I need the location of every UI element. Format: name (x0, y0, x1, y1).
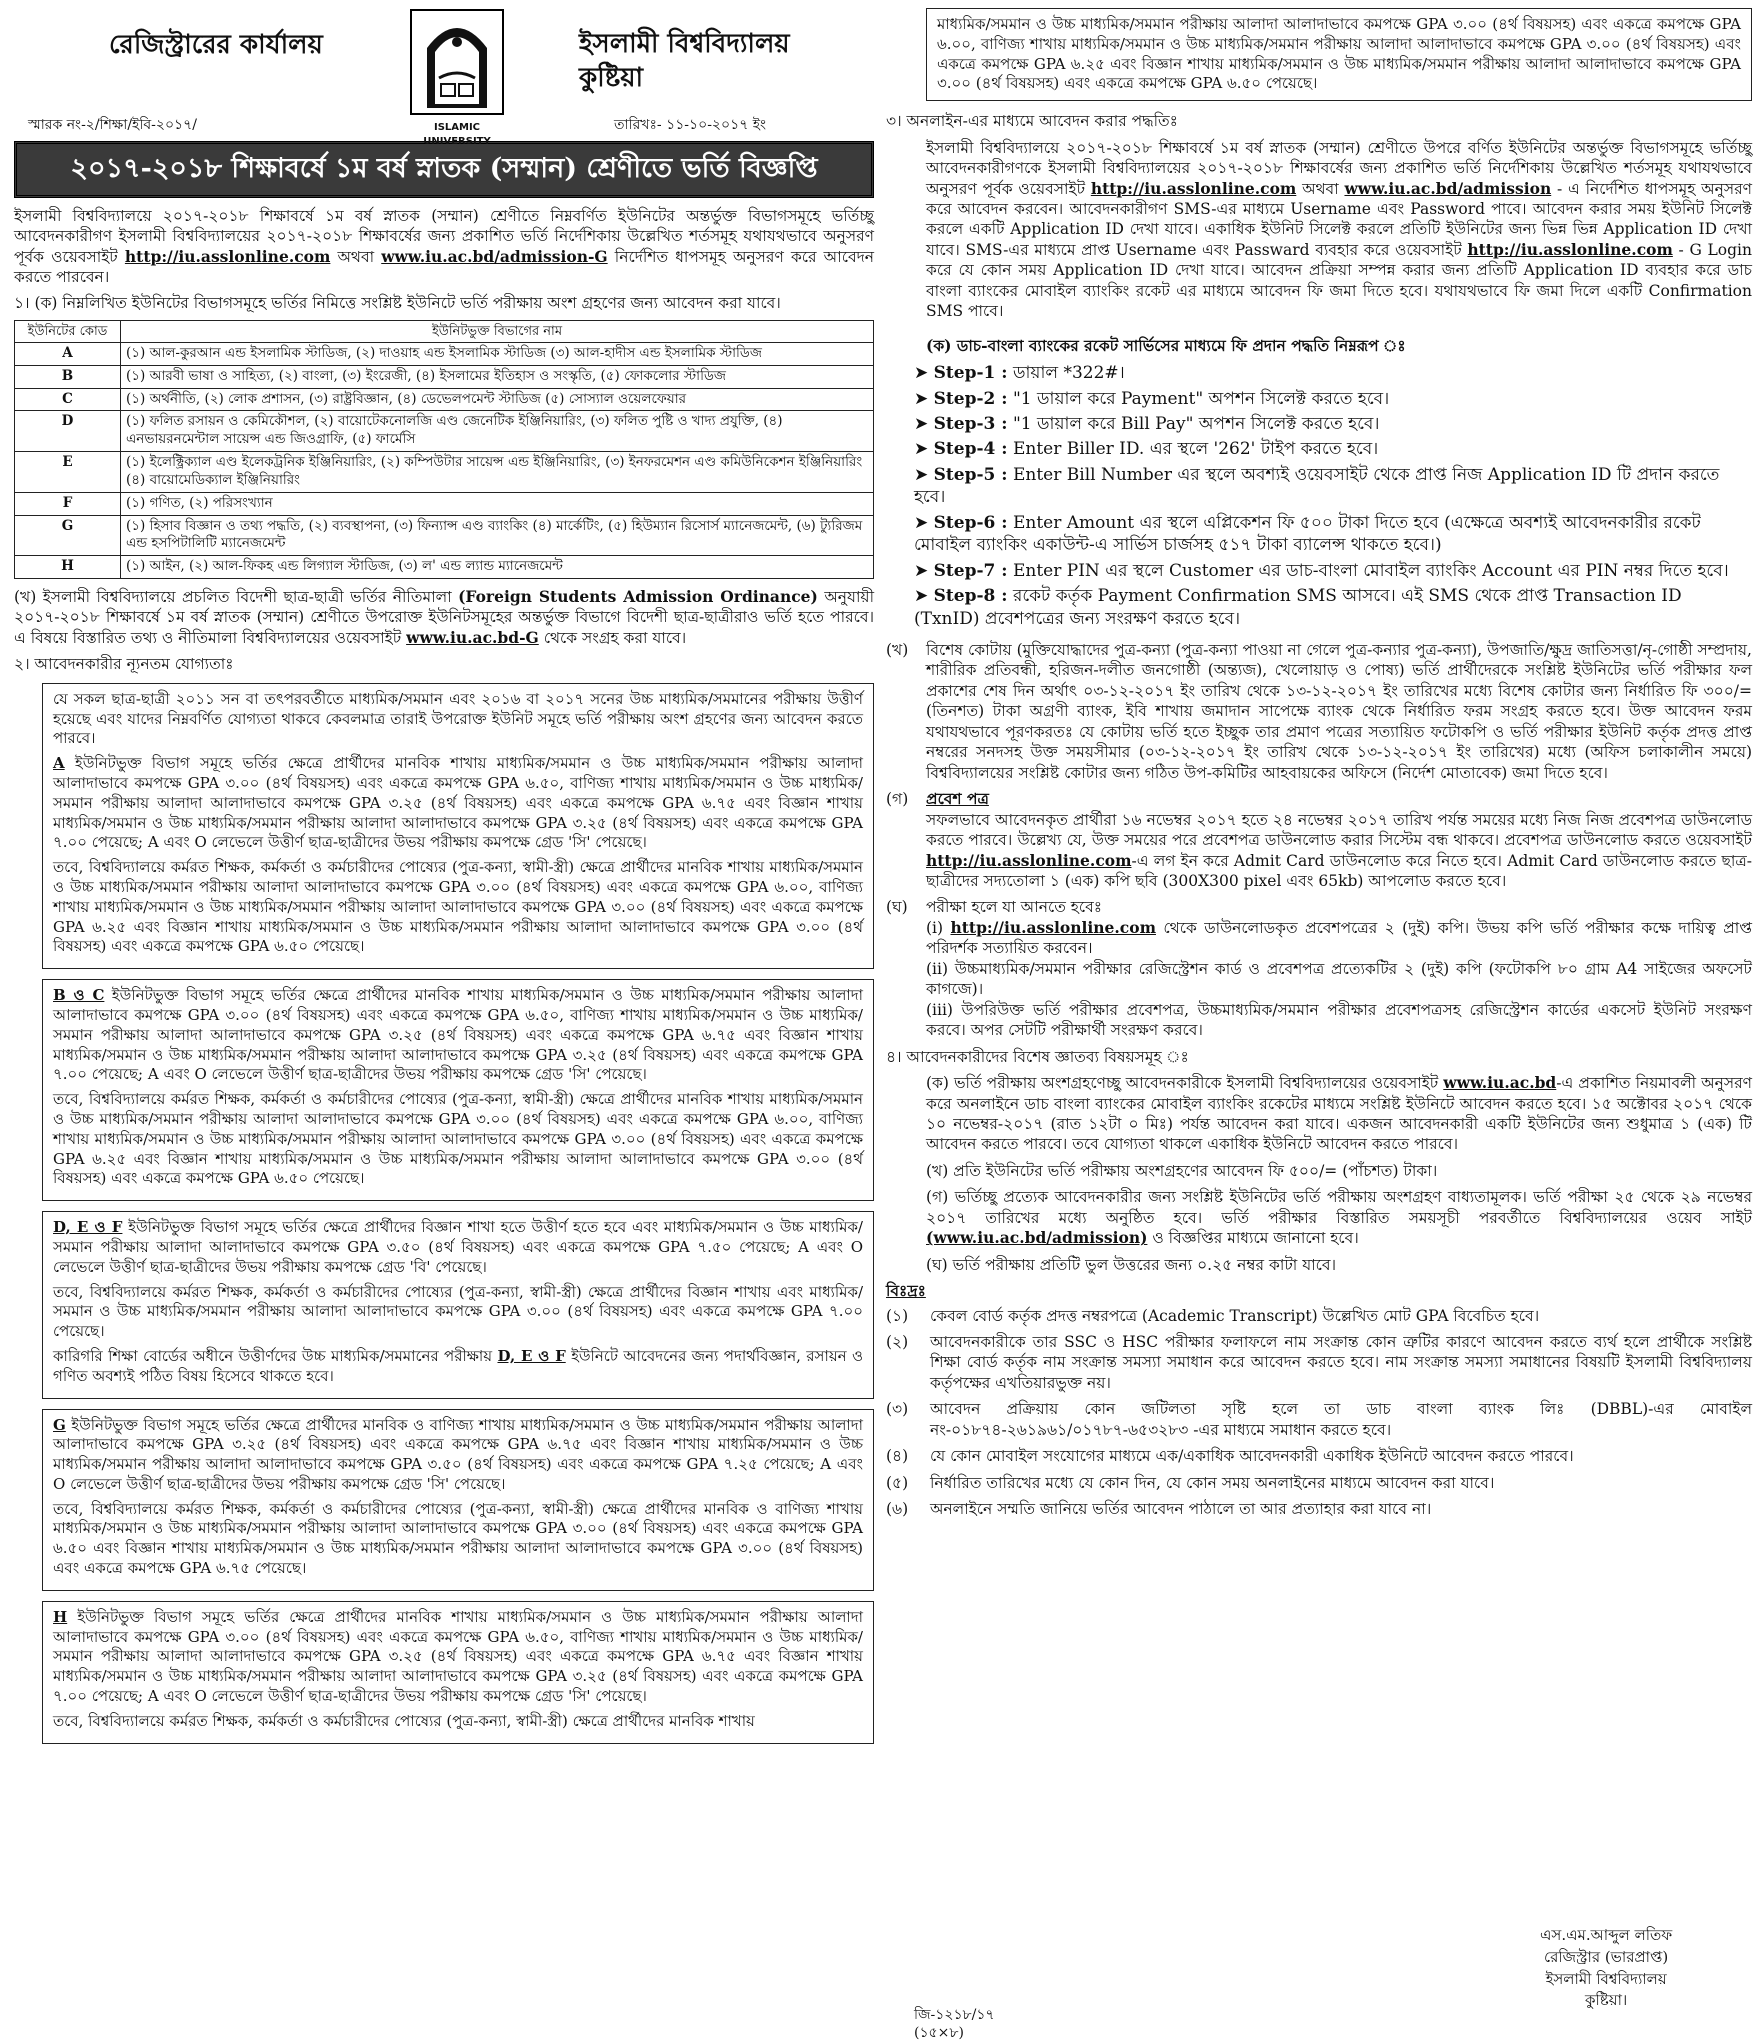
table-row (15, 452, 874, 493)
table-row (15, 492, 874, 515)
admit-card (886, 789, 1752, 891)
unit-label: D, E ও F (53, 1218, 123, 1237)
section-4-ka (926, 1073, 1752, 1155)
eligibility-h-main (53, 1608, 863, 1707)
university-name-line2: কুষ্টিয়া (579, 62, 644, 93)
eligibility-box-h (42, 1601, 874, 1744)
intro-link-asslonline[interactable]: http://iu.asslonline.com (124, 246, 331, 266)
notes (886, 1281, 1752, 1520)
eligibility-box-def (42, 1211, 874, 1398)
unit-label: A (53, 754, 65, 773)
note-text: যে কোন মোবাইল সংযোগের মাধ্যমে এক/একাধিক আবেদনকারী একাধিক ইউনিটে আবেদন করতে পারবে। (930, 1447, 1574, 1466)
step-label: Step-1 : (933, 363, 1008, 384)
university-name (579, 28, 790, 96)
eligibility-box-a (42, 683, 874, 969)
step-text: Enter Amount এর স্থলে এপ্লিকেশন ফি ৫০০ টাকা দিতে হবে (এক্ষেত্রে অবশ্যই আবেদনকারীর রকেট মোবাইল ব্যাংকিং একাউন্ট-এ সার্ভিস চার্জসহ ৫১৭ টাকা ব্যালেন্স থাকতে হবে।) (914, 512, 1701, 556)
section-4-gha: (ঘ) ভর্তি পরীক্ষায় প্রতিটি ভুল উত্তরের জন্য ০.২৫ নম্বর কাটা যাবে। (926, 1255, 1337, 1274)
list-item (886, 1399, 1752, 1440)
notice-date: তারিখঃ- ১১-১০-২০১৭ ইং (614, 117, 767, 133)
table-row (15, 388, 874, 411)
intro-or: অথবা (330, 247, 382, 266)
step-text: "1 ডায়াল করে Payment" অপশন সিলেক্ট করতে হবে। (1012, 388, 1390, 409)
section-4-body (926, 1073, 1752, 1275)
right-column (886, 0, 1752, 1526)
eligibility-bc-main (53, 986, 863, 1085)
intro-tail: নির্দেশিত ধাপসমূহ অনুসরণ করে আবেদন করতে পারবেন। (14, 247, 874, 286)
units-header-code: ইউনিটের কোড (15, 320, 121, 342)
unit-label: G (53, 1415, 66, 1434)
section-4-heading: ৪। আবেদনকারীদের বিশেষ জ্ঞাতব্য বিষয়সমূহ ঃ (886, 1047, 1189, 1066)
list-item (886, 1473, 1752, 1493)
step-text: রকেট কর্তৃক Payment Confirmation SMS আসবে। এই SMS থেকে প্রাপ্ত Transaction ID (TxnID) প্রবেশপত্রের জন্য সংরক্ষণ করতে হবে। (914, 586, 1682, 629)
section-3-link-asslonline[interactable]: http://iu.asslonline.com (1090, 178, 1297, 198)
unit-code: A (15, 343, 121, 366)
section-4-ga (926, 1187, 1752, 1248)
list-item (886, 1332, 1752, 1393)
item-label: (i) (926, 918, 944, 937)
university-name-line1: ইসলামী বিশ্ববিদ্যালয় (579, 29, 790, 59)
eligibility-text: ইউনিটভুক্ত বিভাগ সমূহে ভর্তির ক্ষেত্রে প্রার্থীদের মানবিক শাখায় মাধ্যমিক/সমমান ও উচ্চ মাধ্যমিক/সমমান পরীক্ষায় আলাদা আলাদাভাবে কমপক্ষে GPA ৩.০০ (৪র্থ বিষয়সহ) এবং একত্রে কমপক্ষে GPA ৬.৫০, বাণিজ্য শাখায় মাধ্যমিক/সমমান ও উচ্চ মাধ্যমিক/সমমান পরীক্ষায় আলাদা আলাদাভাবে কমপক্ষে GPA ৩.২৫ (৪র্থ বিষয়সহ) এবং একত্রে কমপক্ষে GPA ৬.৭৫ এবং বিজ্ঞান শাখায় মাধ্যমিক/সমমান ও উচ্চ মাধ্যমিক/সমমান পরীক্ষায় আলাদা আলাদাভাবে কমপক্ষে GPA ৩.২৫ (৪র্থ বিষয়সহ) এবং একত্রে কমপক্ষে GPA ৭.০০ পেয়েছে; A এবং O লেভেলে উত্তীর্ণ ছাত্র-ছাত্রীদের উভয় পরীক্ষায় কমপক্ষে গ্রেড 'সি' পেয়েছে। (53, 986, 863, 1084)
notice-title: ২০১৭-২০১৮ শিক্ষাবর্ষে ১ম বর্ষ স্নাতক (সম্মান) শ্রেণীতে ভর্তি বিজ্ঞপ্তি (14, 141, 874, 198)
note-text: নির্ধারিত তারিখের মধ্যে যে কোন দিন, যে কোন সময় অনলাইনের মাধ্যমে আবেদন করা যাবে। (930, 1473, 1495, 1492)
unit-depts: (১) অর্থনীতি, (২) লোক প্রশাসন, (৩) রাষ্ট্রবিজ্ঞান, (৪) ডেভেলপমেন্ট স্টাডিজ (৫) সোস্যাল ওয়েলফেয়ার (121, 388, 874, 411)
signatory-place: কুষ্টিয়া। (1584, 1991, 1628, 2010)
note-key: (২) (886, 1333, 909, 1352)
technical-pre: কারিগরি শিক্ষা বোর্ডের অধীনে উত্তীর্ণদের উচ্চ মাধ্যমিক/সমমানের পরীক্ষায় (53, 1346, 498, 1365)
eligibility-general: যে সকল ছাত্র-ছাত্রী ২০১১ সন বা তৎপরবর্তীতে মাধ্যমিক/সমমান এবং ২০১৬ বা ২০১৭ সনের উচ্চ মাধ্যমিক/সমমানের পরীক্ষায় উত্তীর্ণ হয়েছে এবং যাদের নিম্নবর্ণিত যোগ্যতা থাকবে কেবলমাত্র তারাই উপরোক্ত ইউনিট সমূহে ভর্তি পরীক্ষায় অংশ গ্রহণের জন্য আবেদন করতে পারবে। (53, 689, 863, 748)
section-3-text1: ইসলামী বিশ্ববিদ্যালয়ে ২০১৭-২০১৮ শিক্ষাবর্ষে ১ম বর্ষ স্নাতক (সম্মান) শ্রেণীতে উপরে বর্ণিত ইউনিটের অন্তর্ভুক্ত বিভাগসমূহে ভর্তিচ্ছু আবেদনকারীগণকে ইসলামী বিশ্ববিদ্যালয়ের ২০১৭-২০১৮ শিক্ষাবর্ষের জন্য প্রকাশিত ভর্তি নির্দেশিকায় উল্লেখিত শর্তসমূহ যথাযথভাবে অনুসরণ পূর্বক ওয়েবসাইট (926, 138, 1752, 198)
eligibility-h-ward: তবে, বিশ্ববিদ্যালয়ে কর্মরত শিক্ষক, কর্মকর্তা ও কর্মচারীদের পোষ্যের (পুত্র-কন্যা, স্বামী-স্ত্রী) ক্ষেত্রে প্রার্থীদের মানবিক শাখায় (53, 1711, 755, 1730)
payment-step (914, 438, 1752, 460)
admit-card-text1: সফলভাবে আবেদনকৃত প্রার্থীরা ১৬ নভেম্বর ২০১৭ হতে ২৪ নভেম্বর ২০১৭ তারিখ পর্যন্ত সময়ের মধ্যে নিজ নিজ প্রবেশপত্র ডাউনলোড করতে পারবে। উল্লেখ্য যে, উক্ত সময়ের পরে প্রবেশপত্র ডাউনলোড করার সিস্টেম বন্ধ থাকবে। প্রবেশপত্র ডাউনলোড করতে ওয়েবসাইট (926, 810, 1752, 850)
university-seal-icon (409, 8, 505, 116)
registrar-office-label: রেজিস্ট্রারের কার্যালয় (109, 30, 323, 60)
special-quota (886, 640, 1752, 783)
note-key: (৩) (886, 1400, 909, 1419)
note-key: (৬) (886, 1500, 909, 1519)
unit-depts: (১) আইন, (২) আল-ফিকহ এন্ড লিগ্যাল স্টাডিজ, (৩) ল' এন্ড ল্যান্ড ম্যানেজমেন্ট (121, 556, 874, 579)
arrow-right-icon: ➤ (914, 363, 934, 384)
section-3-paragraph (926, 138, 1752, 322)
unit-depts: (১) আল-কুরআন এন্ড ইসলামিক স্টাডিজ, (২) দাওয়াহ এন্ড ইসলামিক স্টাডিজ (৩) আল-হাদীস এন্ড ইসলামিক স্টাডিজ (121, 343, 874, 366)
exam-hall-heading: পরীক্ষা হলে যা আনতে হবেঃ (926, 898, 1103, 917)
unit-label: B ও C (53, 986, 105, 1005)
section-3-or: অথবা (1296, 179, 1345, 198)
step-text: Enter Bill Number এর স্থলে অবশ্যই ওয়েবসাইট থেকে প্রাপ্ত নিজ Application ID টি প্রদান করতে হবে। (914, 464, 1720, 508)
item-key: (গ) (886, 790, 909, 809)
arrow-right-icon: ➤ (914, 388, 934, 409)
unit-code: D (15, 411, 121, 452)
eligibility-bc-ward: তবে, বিশ্ববিদ্যালয়ে কর্মরত শিক্ষক, কর্মকর্তা ও কর্মচারীদের পোষ্যের (পুত্র-কন্যা, স্বামী-স্ত্রী) ক্ষেত্রে প্রার্থীদের মানবিক শাখায় মাধ্যমিক/সমমান ও উচ্চ মাধ্যমিক/সমমান পরীক্ষায় আলাদা আলাদাভাবে কমপক্ষে GPA ৩.০০ (৪র্থ বিষয়সহ) এবং একত্রে কমপক্ষে GPA ৬.০০, বাণিজ্য শাখায় মাধ্যমিক/সমমান ও উচ্চ মাধ্যমিক/সমমান পরীক্ষায় আলাদা আলাদাভাবে কমপক্ষে GPA ৩.০০ (৪র্থ বিষয়সহ) এবং একত্রে কমপক্ষে GPA ৬.২৫ এবং বিজ্ঞান শাখায় মাধ্যমিক/সমমান ও উচ্চ মাধ্যমিক/সমমান পরীক্ষায় আলাদা আলাদাভাবে কমপক্ষে GPA ৩.০০ (৪র্থ বিষয়সহ) এবং একত্রে কমপক্ষে GPA ৬.৫০ পেয়েছে। (53, 1090, 863, 1188)
section-1b-tail: থেকে সংগ্রহ করা যাবে। (538, 628, 687, 647)
arrow-right-icon: ➤ (914, 464, 934, 485)
signatory-name: এস.এম.আব্দুল লতিফ (1540, 1926, 1673, 1944)
signature-block (1540, 1925, 1672, 2012)
exam-hall-item-i (926, 918, 1752, 959)
unit-depts: (১) ফলিত রসায়ন ও কেমিকৌশল, (২) বায়োটেকনোলজি এণ্ড জেনেটিক ইঞ্জিনিয়ারিং, (৩) ফলিত পুষ্টি ও খাদ্য প্রযুক্তি, (৪) এনভায়রনমেন্টাল সায়েন্স এন্ড জিওগ্রাফি, (৫) ফার্মেসি (121, 411, 874, 452)
eligibility-text: ইউনিটভুক্ত বিভাগ সমূহে ভর্তির ক্ষেত্রে প্রার্থীদের মানবিক শাখায় মাধ্যমিক/সমমান ও উচ্চ মাধ্যমিক/সমমান পরীক্ষায় আলাদা আলাদাভাবে কমপক্ষে GPA ৩.০০ (৪র্থ বিষয়সহ) এবং একত্রে কমপক্ষে GPA ৬.৫০, বাণিজ্য শাখায় মাধ্যমিক/সমমান ও উচ্চ মাধ্যমিক/সমমান পরীক্ষায় আলাদা আলাদাভাবে কমপক্ষে GPA ৩.২৫ (৪র্থ বিষয়সহ) এবং একত্রে কমপক্ষে GPA ৬.৭৫ এবং বিজ্ঞান শাখায় মাধ্যমিক/সমমান ও উচ্চ মাধ্যমিক/সমমান পরীক্ষায় আলাদা আলাদাভাবে কমপক্ষে GPA ৩.২৫ (৪র্থ বিষয়সহ) এবং একত্রে কমপক্ষে GPA ৭.০০ পেয়েছে; A এবং O লেভেলে উত্তীর্ণ ছাত্র-ছাত্রীদের উভয় পরীক্ষায় কমপক্ষে গ্রেড 'সি' পেয়েছে। (53, 1607, 863, 1706)
eligibility-def-technical (53, 1347, 863, 1387)
eligibility-def-ward: তবে, বিশ্ববিদ্যালয়ে কর্মরত শিক্ষক, কর্মকর্তা ও কর্মচারীদের পোষ্যের (পুত্র-কন্যা, স্বামী-স্ত্রী) ক্ষেত্রে প্রার্থীদের বিজ্ঞান শাখায় এবং মাধ্যমিক/সমমান ও উচ্চ মাধ্যমিক/সমমান পরীক্ষায় আলাদা আলাদাভাবে কমপক্ষে GPA ৩.০০ (৪র্থ বিষয়সহ) এবং একত্রে কমপক্ষে GPA ৭.০০ পেয়েছে। (53, 1282, 863, 1341)
university-logo (402, 8, 512, 147)
eligibility-box-h-continued: মাধ্যমিক/সমমান ও উচ্চ মাধ্যমিক/সমমান পরীক্ষায় আলাদা আলাদাভাবে কমপক্ষে GPA ৩.০০ (৪র্থ বিষয়সহ) এবং একত্রে কমপক্ষে GPA ৬.০০, বাণিজ্য শাখায় মাধ্যমিক/সমমান ও উচ্চ মাধ্যমিক/সমমান পরীক্ষায় আলাদা আলাদাভাবে কমপক্ষে GPA ৩.০০ (৪র্থ বিষয়সহ) এবং একত্রে কমপক্ষে GPA ৬.২৫ এবং বিজ্ঞান শাখায় মাধ্যমিক/সমমান ও উচ্চ মাধ্যমিক/সমমান পরীক্ষায় আলাদা আলাদাভাবে কমপক্ষে GPA ৩.০০ (৪র্থ বিষয়সহ) এবং একত্রে কমপক্ষে GPA ৬.৫০ পেয়েছে। (926, 8, 1752, 101)
section-3-text2: - এ নির্দেশিত ধাপসমূহ অনুসরণ করে আবেদন করবেন। আবেদনকারীগণ SMS-এর মাধ্যমে Username এবং Password পাবে। আবেদন করার সময় ইউনিট সিলেক্ট করলে একটি Application ID দেখা যাবে। একাধিক ইউনিট সিলেক্ট করলে প্রতিটি ইউনিটের জন্য ভিন্ন ভিন্ন Application ID দেখা যাবে। SMS-এর মাধ্যমে প্রাপ্ত Username এবং Passward ব্যবহার করে ওয়েবসাইট (926, 179, 1752, 259)
note-text: অনলাইনে সম্মতি জানিয়ে ভর্তির আবেদন পাঠালে তা আর প্রত্যাহার করা যাবে না। (930, 1500, 1432, 1519)
intro-paragraph (14, 206, 874, 288)
eligibility-box-g (42, 1409, 874, 1591)
item-key: (খ) (886, 640, 909, 659)
step-text: "1 ডায়াল করে Bill Pay" অপশন সিলেক্ট করতে হবে। (1012, 414, 1380, 435)
section-3-link-login[interactable]: http://iu.asslonline.com (1467, 239, 1673, 259)
unit-code: E (15, 452, 121, 493)
step-label: Step-8 : (933, 586, 1008, 607)
units-table (14, 320, 874, 579)
section-1b (14, 587, 874, 648)
note-key: (৫) (886, 1473, 909, 1492)
arrow-right-icon: ➤ (914, 439, 934, 460)
unit-label: D, E ও F (497, 1346, 566, 1365)
footer-reference: জি-১২১৮/১৭ (১৫×৮) (914, 2007, 995, 2042)
arrow-right-icon: ➤ (914, 560, 934, 581)
section-2-heading: ২। আবেদনকারীর ন্যূনতম যোগ্যতাঃ (14, 655, 234, 674)
notes-heading: বিঃদ্রঃ (886, 1281, 926, 1301)
payment-step (914, 362, 1752, 384)
note-text: আবেদন প্রক্রিয়ায় কোন জটিলতা সৃষ্টি হলে তা ডাচ বাংলা ব্যাংক লিঃ (DBBL)-এর মোবাইল নং-০১৮৭৪-২৬১৯৬১/০১৭৮৭-৬৫৩২৮৩ -এর মাধ্যমে সমাধান করতে হবে। (930, 1400, 1752, 1439)
note-key: (৪) (886, 1447, 909, 1466)
payment-heading: (ক) ডাচ-বাংলা ব্যাংকের রকেট সার্ভিসের মাধ্যমে ফি প্রদান পদ্ধতি নিম্নরূপ ঃ (926, 335, 1406, 355)
signatory-title: রেজিস্ট্রার (ভারপ্রাপ্ত) (1544, 1947, 1669, 1966)
payment-step (914, 388, 1752, 410)
step-label: Step-2 : (933, 388, 1008, 409)
section-3-heading: ৩। অনলাইন-এর মাধ্যমে আবেদন করার পদ্ধতিঃ (886, 112, 1178, 131)
payment-steps (886, 362, 1752, 630)
intro-link-admission[interactable]: www.iu.ac.bd/admission-G (381, 246, 608, 266)
section-1a: ১। (ক) নিম্নলিখিত ইউনিটের বিভাগসমূহে ভর্তির নিমিত্তে সংশ্লিষ্ট ইউনিটে ভর্তি পরীক্ষায় অংশ গ্রহণের জন্য আবেদন করা যাবে। (14, 294, 781, 313)
exam-hall-item-iii: (iii) উপরিউক্ত ভর্তি পরীক্ষার প্রবেশপত্র, উচ্চমাধ্যমিক/সমমান পরীক্ষার প্রবেশপত্রসহ রেজিস্ট্রেশন কার্ডের একসেট ইউনিট সংরক্ষণ করবে। অপর সেটটি পরীক্ষার্থী সংরক্ষণ করবে। (926, 1000, 1752, 1040)
step-label: Step-4 : (933, 439, 1008, 460)
eligibility-a-ward: তবে, বিশ্ববিদ্যালয়ে কর্মরত শিক্ষক, কর্মকর্তা ও কর্মচারীদের পোষ্যের (পুত্র-কন্যা, স্বামী-স্ত্রী) ক্ষেত্রে প্রার্থীদের মানবিক শাখায় মাধ্যমিক/সমমান ও উচ্চ মাধ্যমিক/সমমান পরীক্ষায় আলাদা আলাদাভাবে কমপক্ষে GPA ৩.০০ (৪র্থ বিষয়সহ) এবং একত্রে কমপক্ষে GPA ৬.০০, বাণিজ্য শাখায় মাধ্যমিক/সমমান ও উচ্চ মাধ্যমিক/সমমান পরীক্ষায় আলাদা আলাদাভাবে কমপক্ষে GPA ৩.০০ (৪র্থ বিষয়সহ) এবং একত্রে কমপক্ষে GPA ৬.২৫ এবং বিজ্ঞান শাখায় মাধ্যমিক/সমমান ও উচ্চ মাধ্যমিক/সমমান পরীক্ষায় আলাদা আলাদাভাবে কমপক্ষে GPA ৩.০০ (৪র্থ বিষয়সহ) এবং একত্রে কমপক্ষে GPA ৬.৫০ পেয়েছে। (53, 858, 863, 956)
logo-caption: ISLAMIC UNIVERSITY (423, 122, 491, 147)
section-3-text3: - G Login করে যে কোন সময় Application ID দেখা যাবে। আবেদন প্রক্রিয়া সম্পন্ন করার জন্য প্রতিটি Application ID ব্যবহার করে ডাচ বাংলা ব্যাংকের মোবাইল ব্যাংকিং রকেট এর মাধ্যমে আবেদন ফি জমা দিতে হবে। যথাযথভাবে ফি জমা দিলে একটি Confirmation SMS পাবে। (926, 240, 1753, 321)
unit-depts: (১) হিসাব বিজ্ঞান ও তথ্য পদ্ধতি, (২) ব্যবস্থাপনা, (৩) ফিন্যান্স এণ্ড ব্যাংকিং (৪) মার্কেটিং, (৫) হিউম্যান রিসোর্স ম্যানেজমেন্ট, (৬) ট্যুরিজম এন্ড হসপিটালিটি ম্যানেজমেন্ট (121, 515, 874, 556)
exam-hall-item-i-text: থেকে ডাউনলোডকৃত প্রবেশপত্রের ২ (দুই) কপি। উভয় কপি ভর্তি পরীক্ষার কক্ষে দায়িত্ব প্রাপ্ত পরিদর্শক সত্যায়িত করবেন। (926, 918, 1752, 958)
eligibility-g-main (53, 1416, 863, 1495)
letterhead (14, 6, 874, 147)
step-text: Enter Biller ID. এর স্থলে '262' টাইপ করতে হবে। (1012, 439, 1379, 460)
section-1b-link[interactable]: www.iu.ac.bd-G (406, 627, 539, 647)
arrow-right-icon: ➤ (914, 512, 934, 533)
units-header-depts: ইউনিটভুক্ত বিভাগের নাম (121, 320, 874, 342)
exam-hall-body (926, 897, 1752, 1040)
payment-step (914, 585, 1752, 630)
table-row (15, 343, 874, 366)
table-row (15, 365, 874, 388)
section-1b-post: অনুযায়ী ২০১৭-২০১৮ শিক্ষাবর্ষে ১ম বর্ষ স্নাতক (সম্মান) শ্রেণীতে উপরোক্ত ইউনিটসমূহের অন্তর্ভুক্ত বিভাগে বিদেশী ছাত্র-ছাত্রীরাও ভর্তি হতে পারবে। এ বিষয়ে বিস্তারিত তথ্য ও নীতিমালা বিশ্ববিদ্যালয়ের ওয়েবসাইট (14, 587, 875, 647)
memo-number: স্মারক নং-২/শিক্ষা/ইবি-২০১৭/ (28, 117, 197, 133)
eligibility-box-bc (42, 979, 874, 1201)
table-row (15, 411, 874, 452)
step-label: Step-7 : (933, 560, 1008, 581)
unit-depts: (১) ইলেক্ট্রিক্যাল এণ্ড ইলেকট্রনিক ইঞ্জিনিয়ারিং, (২) কম্পিউটার সায়েন্স এন্ড ইঞ্জিনিয়ারিং, (৩) ইনফরমেশন এণ্ড কমিউনিকেশন ইঞ্জিনিয়ারিং (৪) বায়োমেডিক্যাল ইঞ্জিনিয়ারিং (121, 452, 874, 493)
admit-card-text2: -এ লগ ইন করে Admit Card ডাউনলোড করে নিতে হবে। Admit Card ডাউনলোড করতে ছাত্র-ছাত্রীদের সদ্যতোলা ১ (এক) কপি ছবি (300X300 pixel এবং 65kb) আপলোড করতে হবে। (926, 851, 1752, 890)
unit-code: C (15, 388, 121, 411)
eligibility-def-main (53, 1218, 863, 1277)
section-4-ka-post: -এ প্রকাশিত নিয়মাবলী অনুসরণ করে অনলাইনে ডাচ বাংলা ব্যাংকের মোবাইল ব্যাংকিং রকেটের মাধ্যমে সংশ্লিষ্ট ইউনিটে আবেদন করতে হবে। ১৫ অক্টোবর ২০১৭ থেকে ১০ নভেম্বর-২০১৭ (রাত ১২টা ০ মিঃ) পর্যন্ত আবেদন করা যাবে। একজন আবেদনকারী একটি ইউনিটের জন্য শুধুমাত্র ১ (এক) টি আবেদন করতে পারবে। তবে যোগ্যতা থাকলে একাধিক ইউনিটে আবেদন করতে পারবে। (926, 1074, 1752, 1154)
unit-depts: (১) আরবী ভাষা ও সাহিত্য, (২) বাংলা, (৩) ইংরেজী, (৪) ইসলামের ইতিহাস ও সংস্কৃতি, (৫) ফোকলোর স্টাডিজ (121, 365, 874, 388)
eligibility-text: ইউনিটভুক্ত বিভাগ সমূহে ভর্তির ক্ষেত্রে প্রার্থীদের বিজ্ঞান শাখা হতে উত্তীর্ণ হতে হবে এবং মাধ্যমিক/সমমান ও উচ্চ মাধ্যমিক/সমমান পরীক্ষায় আলাদা আলাদাভাবে কমপক্ষে GPA ৩.৫০ (৪র্থ বিষয়সহ) এবং একত্রে কমপক্ষে GPA ৭.৫০ পেয়েছে; A এবং O লেভেলে উত্তীর্ণ ছাত্র-ছাত্রীদের উভয় পরীক্ষায় কমপক্ষে গ্রেড 'বি' পেয়েছে। (53, 1218, 863, 1276)
note-text: কেবল বোর্ড কর্তৃক প্রদত্ত নম্বরপত্রে (Academic Transcript) উল্লেখিত মোট GPA বিবেচিত হবে। (930, 1306, 1540, 1325)
technical-post: ইউনিটে আবেদনের জন্য পদার্থবিজ্ঞান, রসায়ন ও গণিত অবশ্যই পঠিত বিষয় হিসেবে থাকতে হবে। (53, 1346, 863, 1385)
table-row (15, 556, 874, 579)
unit-code: F (15, 492, 121, 515)
item-key: (ঘ) (886, 898, 908, 917)
section-4-ga-pre: (গ) ভর্তিচ্ছু প্রত্যেক আবেদনকারীর জন্য সংশ্লিষ্ট ইউনিটের ভর্তি পরীক্ষায় অংশগ্রহণ বাধ্যতামূলক। ভর্তি পরীক্ষা ২৫ থেকে ২৯ নভেম্বর ২০১৭ তারিখের মধ্যে অনুষ্ঠিত হবে। ভর্তি পরীক্ষার বিস্তারিত সময়সূচী পরবর্তীতে বিশ্ববিদ্যালয়ের ওয়েব সাইট (926, 1188, 1752, 1227)
section-1b-pre: (খ) ইসলামী বিশ্ববিদ্যালয়ে প্রচলিত বিদেশী ছাত্র-ছাত্রী ভর্তির নীতিমালা (14, 587, 459, 606)
eligibility-g-ward: তবে, বিশ্ববিদ্যালয়ে কর্মরত শিক্ষক, কর্মকর্তা ও কর্মচারীদের পোষ্যের (পুত্র-কন্যা, স্বামী-স্ত্রী) ক্ষেত্রে প্রার্থীদের মানবিক ও বাণিজ্য শাখায় মাধ্যমিক/সমমান ও উচ্চ মাধ্যমিক/সমমান পরীক্ষায় আলাদা আলাদাভাবে কমপক্ষে GPA ৩.০০ (৪র্থ বিষয়সহ) এবং একত্রে কমপক্ষে GPA ৬.৫০ এবং বিজ্ঞান শাখায় মাধ্যমিক/সমমান ও উচ্চ মাধ্যমিক/সমমান পরীক্ষায় আলাদা আলাদাভাবে কমপক্ষে GPA ৩.০০ (৪র্থ বিষয়সহ) এবং একত্রে কমপক্ষে GPA ৬.৭৫ পেয়েছে। (53, 1499, 863, 1578)
section-4-ga-link[interactable]: (www.iu.ac.bd/admission) (926, 1228, 1148, 1248)
signatory-org: ইসলামী বিশ্ববিদ্যালয় (1545, 1969, 1667, 1988)
payment-step (914, 512, 1752, 557)
list-item (886, 1306, 1752, 1326)
arrow-right-icon: ➤ (914, 586, 934, 607)
list-item (886, 1446, 1752, 1466)
table-row (15, 515, 874, 556)
step-label: Step-5 : (933, 464, 1008, 485)
section-3-link-admission[interactable]: www.iu.ac.bd/admission (1344, 178, 1552, 198)
payment-step (914, 413, 1752, 435)
admit-card-heading: প্রবেশ পত্র (926, 789, 989, 809)
step-label: Step-6 : (933, 512, 1008, 533)
list-item (886, 1499, 1752, 1519)
unit-label: H (53, 1607, 68, 1626)
payment-step (914, 560, 1752, 582)
eligibility-text: ইউনিটভুক্ত বিভাগ সমূহে ভর্তির ক্ষেত্রে প্রার্থীদের মানবিক ও বাণিজ্য শাখায় মাধ্যমিক/সমমান ও উচ্চ মাধ্যমিক/সমমান পরীক্ষায় আলাদা আলাদাভাবে কমপক্ষে GPA ৩.২৫ (৪র্থ বিষয়সহ) এবং একত্রে কমপক্ষে GPA ৬.৭৫ এবং বিজ্ঞান শাখায় মাধ্যমিক/সমমান ও উচ্চ মাধ্যমিক/সমমান পরীক্ষায় আলাদা আলাদাভাবে কমপক্ষে GPA ৩.৫০ (৪র্থ বিষয়সহ) এবং একত্রে কমপক্ষে GPA ৭.২৫ পেয়েছে; A এবং O লেভেলে উত্তীর্ণ ছাত্র-ছাত্রীদের উভয় পরীক্ষায় কমপক্ষে গ্রেড 'সি' পেয়েছে। (53, 1415, 863, 1493)
exam-hall-item-ii: (ii) উচ্চমাধ্যমিক/সমমান পরীক্ষার রেজিস্ট্রেশন কার্ড ও প্রবেশপত্র প্রত্যেকটির ২ (দুই) কপি (ফটোকপি ৮০ গ্রাম A4 সাইজের অফসেট কাগজে)। (926, 959, 1752, 999)
payment-step (914, 464, 1752, 509)
section-4-ka-pre: (ক) ভর্তি পরীক্ষায় অংশগ্রহণেচ্ছু আবেদনকারীকে ইসলামী বিশ্ববিদ্যালয়ের ওয়েবসাইট (926, 1074, 1444, 1093)
note-text: আবেদনকারীকে তার SSC ও HSC পরীক্ষার ফলাফলে নাম সংক্রান্ত কোন ত্রুটির কারণে আবেদন করতে ব্যর্থ হলে প্রার্থীকে সংশ্লিষ্ট শিক্ষা বোর্ড কর্তৃক নাম সংক্রান্ত সমস্যা সমাধান করে আবেদন করতে হবে। নাম সংক্রান্ত সমস্যা সমাধানের বিষয়টি ইসলামী বিশ্ববিদ্যালয় কর্তৃপক্ষের এখতিয়ারভুক্ত নয়। (930, 1333, 1752, 1392)
unit-code: H (15, 556, 121, 579)
arrow-right-icon: ➤ (914, 414, 934, 435)
exam-hall-link[interactable]: http://iu.asslonline.com (950, 917, 1156, 937)
admit-card-body (926, 789, 1752, 891)
unit-code: G (15, 515, 121, 556)
eligibility-a-main (53, 754, 863, 853)
note-key: (১) (886, 1306, 909, 1325)
intro-text: ইসলামী বিশ্ববিদ্যালয়ে ২০১৭-২০১৮ শিক্ষাবর্ষে ১ম বর্ষ স্নাতক (সম্মান) শ্রেণীতে নিম্নবর্ণিত ইউনিটের অন্তর্ভুক্ত বিভাগসমূহে ভর্তিচ্ছু আবেদনকারীগণ ইসলামী বিশ্ববিদ্যালয়ের ২০১৭-২০১৮ শিক্ষাবর্ষের জন্য প্রকাশিত ভর্তি নির্দেশিকায় উল্লেখিত শর্তসমূহ যথাযথভাবে অনুসরণ পূর্বক ওয়েবসাইট (14, 206, 874, 266)
section-4-ka-link[interactable]: www.iu.ac.bd (1443, 1073, 1557, 1093)
unit-depts: (১) গণিত, (২) পরিসংখ্যান (121, 492, 874, 515)
section-4-ga-post: ও বিজ্ঞপ্তির মাধ্যমে জানানো হবে। (1147, 1229, 1359, 1248)
exam-hall-items (886, 897, 1752, 1040)
admit-card-link[interactable]: http://iu.asslonline.com (926, 850, 1132, 870)
step-text: ডায়াল *322#। (1012, 363, 1125, 384)
special-quota-text: বিশেষ কোটায় (মুক্তিযোদ্ধাদের পুত্র-কন্যা (পুত্র-কন্যা পাওয়া না গেলে পুত্র-কন্যার পুত্র-কন্যা), উপজাতি/ক্ষুদ্র জাতিসত্তা/নৃ-গোষ্ঠী সম্প্রদায়, শারীরিক প্রতিবন্ধী, হরিজন-দলীত জনগোষ্ঠী (অন্ত্যজ), খেলোয়াড় ও পোষ্য) ভর্তি প্রার্থীদেরকে সংশ্লিষ্ট ইউনিটের ভর্তি পরীক্ষার ফল প্রকাশের শেষ দিন অর্থাৎ ০৩-১২-২০১৭ ইং তারিখ থেকে ১৩-১২-২০১৭ ইং তারিখের মধ্যে বিশেষ কোটার জন্য নির্ধারিত ফি ৩০০/=(তিনশত) টাকা অগ্রণী ব্যাংক, ইবি শাখায় জমাদান সাপেক্ষে ব্যাংক থেকে নির্ধারিত ফরম সংগ্রহ করতে হবে। উক্ত আবেদন ফরম যথাযথভাবে পূরণকরতঃ যে কোটায় ভর্তি হতে ইচ্ছুক তার প্রমাণ পত্রের সত্যায়িত ফটোকপি ও ভর্তি পরীক্ষার ইউনিট কর্তৃক প্রদত্ত প্রাপ্ত নম্বরের সনদসহ উক্ত সময়সীমার (০৩-১২-২০১৭ ইং তারিখ থেকে ১৩-১২-২০১৭ ইং তারিখের) মধ্যে (অফিস চলাকালীন সময়ে) বিশ্ববিদ্যালয়ের সংশ্লিষ্ট কোটার জন্য গঠিত উপ-কমিটির আহবায়কের অফিসে (নির্দেশ মোতাবেক) জমা দিতে হবে। (926, 640, 1752, 782)
eligibility-text: ইউনিটভুক্ত বিভাগ সমূহে ভর্তির ক্ষেত্রে প্রার্থীদের মানবিক শাখায় মাধ্যমিক/সমমান ও উচ্চ মাধ্যমিক/সমমান পরীক্ষায় আলাদা আলাদাভাবে কমপক্ষে GPA ৩.০০ (৪র্থ বিষয়সহ) এবং একত্রে কমপক্ষে GPA ৬.৫০, বাণিজ্য শাখায় মাধ্যমিক/সমমান ও উচ্চ মাধ্যমিক/সমমান পরীক্ষায় আলাদা আলাদাভাবে কমপক্ষে GPA ৩.২৫ (৪র্থ বিষয়সহ) এবং একত্রে কমপক্ষে GPA ৬.৭৫ এবং বিজ্ঞান শাখায় মাধ্যমিক/সমমান ও উচ্চ মাধ্যমিক/সমমান পরীক্ষায় আলাদা আলাদাভাবে কমপক্ষে GPA ৩.২৫ (৪র্থ বিষয়সহ) এবং একত্রে কমপক্ষে GPA ৭.০০ পেয়েছে; A এবং O লেভেলে উত্তীর্ণ ছাত্র-ছাত্রীদের উভয় পরীক্ষায় কমপক্ষে গ্রেড 'সি' পেয়েছে। (53, 754, 863, 852)
step-text: Enter PIN এর স্থলে Customer এর ডাচ-বাংলা মোবাইল ব্যাংকিং Account এর PIN নম্বর দিতে হবে। (1012, 560, 1729, 581)
section-4-kha: (খ) প্রতি ইউনিটের ভর্তি পরীক্ষায় অংশগ্রহণের আবেদন ফি ৫০০/= (পাঁচশত) টাকা। (926, 1161, 1438, 1180)
step-label: Step-3 : (933, 414, 1008, 435)
unit-code: B (15, 365, 121, 388)
section-1b-ordinance: (Foreign Students Admission Ordinance) (458, 586, 818, 606)
